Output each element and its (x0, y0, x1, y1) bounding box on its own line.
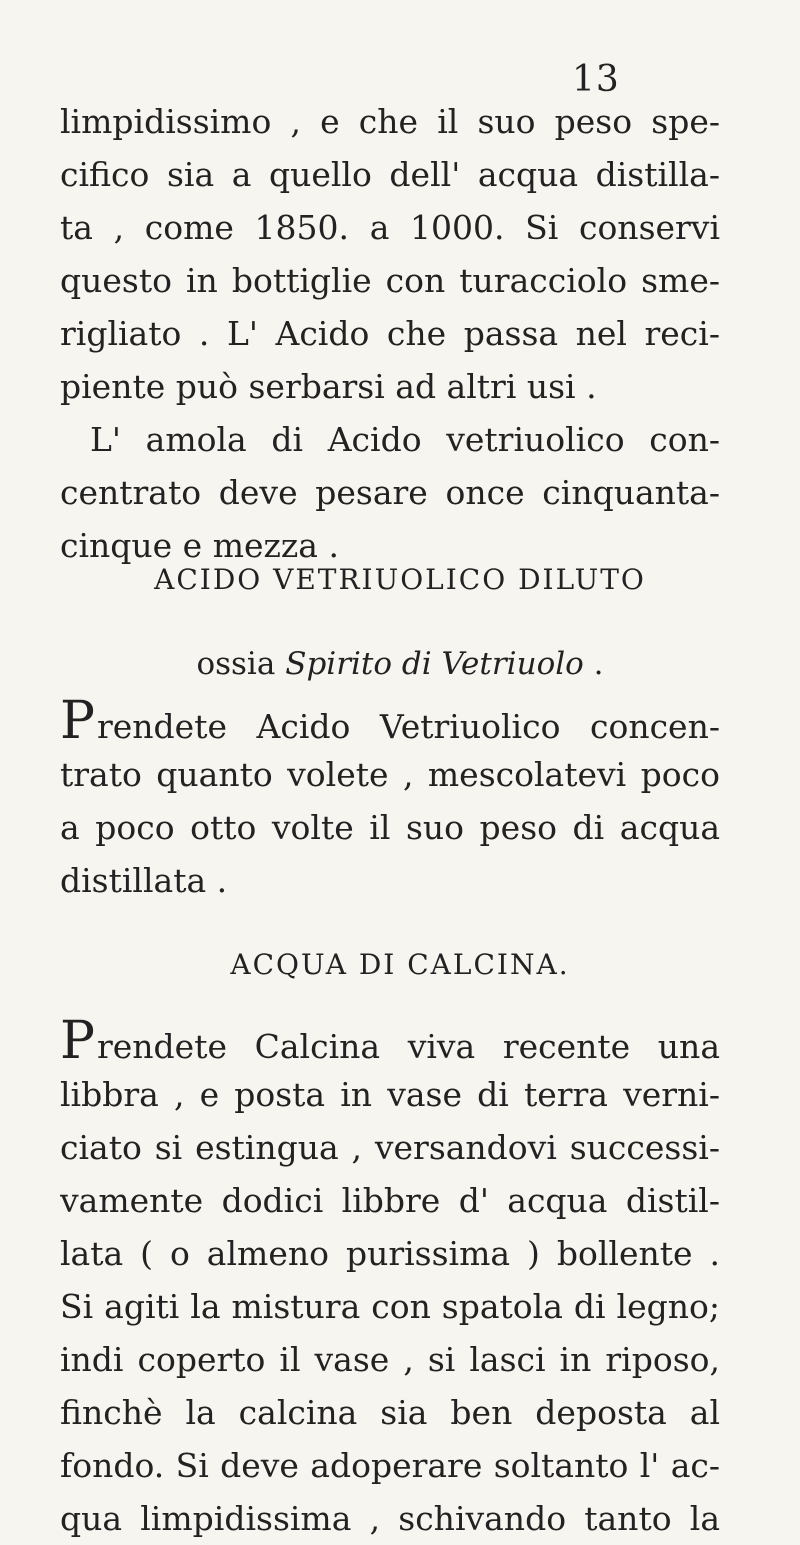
text-line: centrato deve pesare once cinquanta- (60, 473, 720, 512)
text-line: libbra , e posta in vase di terra verni- (60, 1075, 720, 1114)
text-line: vamente dodici libbre d' acqua distil- (60, 1181, 720, 1220)
text-line: ta , come 1850. a 1000. Si conservi (60, 208, 720, 247)
subheading-prefix: ossia (196, 646, 276, 682)
text-line-rest: rendete Calcina viva recente una (97, 1027, 720, 1066)
section2-paragraph (60, 1015, 720, 1545)
section-subheading (0, 644, 800, 684)
text-line: a poco otto volte il suo peso di acqua (60, 808, 720, 847)
page-number: 13 (572, 59, 620, 100)
dropcap: P (60, 1015, 95, 1068)
text-line: piente può serbarsi ad altri usi . (60, 367, 597, 406)
text-line: lata ( o almeno purissima ) bollente . (60, 1234, 720, 1273)
text-line: cinque e mezza . (60, 526, 339, 565)
text-line: distillata . (60, 861, 228, 900)
text-line: indi coperto il vase , si lasci in riposo, (60, 1340, 720, 1379)
dropcap: P (60, 695, 95, 748)
text-line-rest: rendete Acido Vetriuolico concen- (97, 707, 720, 746)
subheading-italic: Spirito di Vetriuolo (285, 646, 584, 682)
section1-paragraph (60, 695, 720, 907)
text-line (60, 695, 720, 748)
text-line (60, 1015, 720, 1068)
text-line: Si agiti la mistura con spatola di legno; (60, 1287, 720, 1326)
subheading-suffix: . (593, 646, 604, 682)
text-line: limpidissimo , e che il suo peso spe- (60, 102, 720, 141)
continuation-paragraph (60, 95, 720, 572)
text-line: rigliato . L' Acido che passa nel reci- (60, 314, 720, 353)
section-heading: ACQUA DI CALCINA. (230, 948, 570, 981)
text-line: trato quanto volete , mescolatevi poco (60, 755, 720, 794)
text-line: cifico sia a quello dell' acqua distilla- (60, 155, 720, 194)
text-line: finchè la calcina sia ben deposta al (60, 1393, 720, 1432)
text-line: questo in bottiglie con turacciolo sme- (60, 261, 720, 300)
text-line: qua limpidissima , schivando tanto la (60, 1499, 720, 1538)
text-line: L' amola di Acido vetriuolico con- (90, 420, 720, 459)
section-heading: ACIDO VETRIUOLICO DILUTO (154, 563, 646, 596)
text-line: ciato si estingua , versandovi successi- (60, 1128, 720, 1167)
text-line: fondo. Si deve adoperare soltanto l' ac- (60, 1446, 720, 1485)
